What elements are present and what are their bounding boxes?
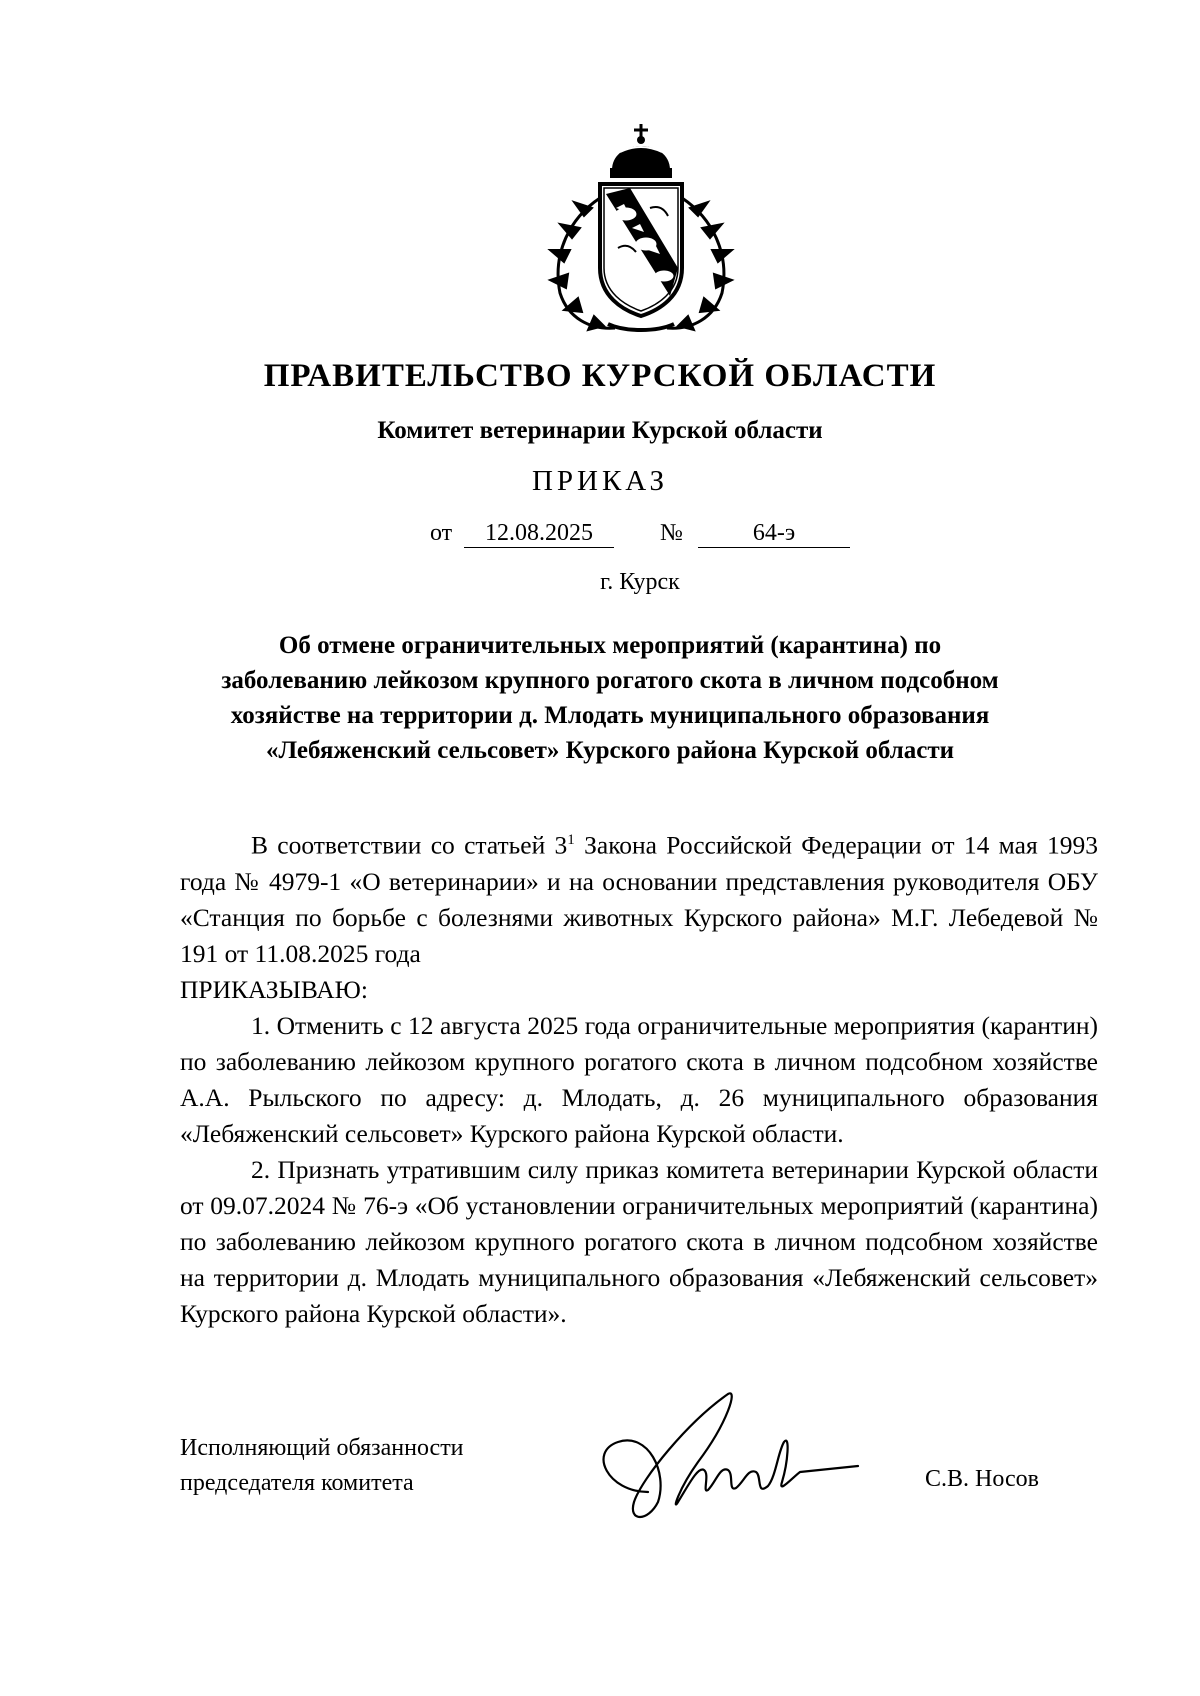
document-type: ПРИКАЗ — [531, 465, 669, 497]
preamble-text-cont: Закона Российской Федерации от 14 мая 1993 года № 4979-1 «О ветеринарии» и на основании представления руководителя ОБУ «Станция по борьбе с болезнями животных Курского района» М.Г. Лебедевой № 191 от 11.08.2025 года — [180, 830, 1098, 968]
document-city: г. Курск — [600, 569, 680, 595]
order-item-1: 1. Отменить с 12 августа 2025 года ограничительные мероприятия (карантин) по заболеванию лейкозом крупного рогатого скота в личном подсобном хозяйстве А.А. Рыльского по адресу: д. Млодать, д. 26 муниципального образования «Лебяженский сельсовет» Курского района Курской области. — [180, 1010, 1098, 1148]
title-line: хозяйстве на территории д. Млодать муниципального образования — [230, 702, 990, 729]
order-item-2: 2. Признать утратившим силу приказ комитета ветеринарии Курской области от 09.07.2024 № 76-э «Об установлении ограничительных мероприятий (карантина) по заболеванию лейкозом крупного рогатого скота в личном подсобном хозяйстве на территории д. Млодать муниципального образования «Лебяженский сельсовет» Курского района Курской области». — [180, 1154, 1098, 1328]
date-label: от — [430, 520, 453, 546]
title-line: «Лебяженский сельсовет» Курского района Курской области — [265, 737, 955, 764]
position-line: председателя комитета — [180, 1470, 414, 1496]
document-number: 64-э — [698, 520, 850, 548]
coat-of-arms-icon — [530, 118, 752, 336]
title-line: Об отмене ограничительных мероприятий (карантина) по — [278, 632, 942, 659]
order-word: ПРИКАЗЫВАЮ: — [180, 974, 368, 1004]
number-label: № — [660, 520, 683, 546]
signature-icon — [578, 1382, 868, 1532]
document-title — [150, 628, 1070, 768]
government-heading: ПРАВИТЕЛЬСТВО КУРСКОЙ ОБЛАСТИ — [263, 358, 937, 394]
committee-heading: Комитет ветеринарии Курской области — [377, 417, 823, 444]
position-line: Исполняющий обязанности — [180, 1435, 464, 1461]
article-superscript: 1 — [567, 832, 575, 848]
signatory-position — [180, 1431, 464, 1501]
preamble-text: В соответствии со статьей 3 — [251, 830, 568, 860]
signatory-name: С.В. Носов — [925, 1466, 1039, 1492]
document-date: 12.08.2025 — [464, 520, 614, 548]
document-body — [180, 822, 1098, 1332]
preamble-paragraph — [180, 822, 1098, 972]
title-line: заболеванию лейкозом крупного рогатого скота в личном подсобном — [221, 667, 999, 694]
